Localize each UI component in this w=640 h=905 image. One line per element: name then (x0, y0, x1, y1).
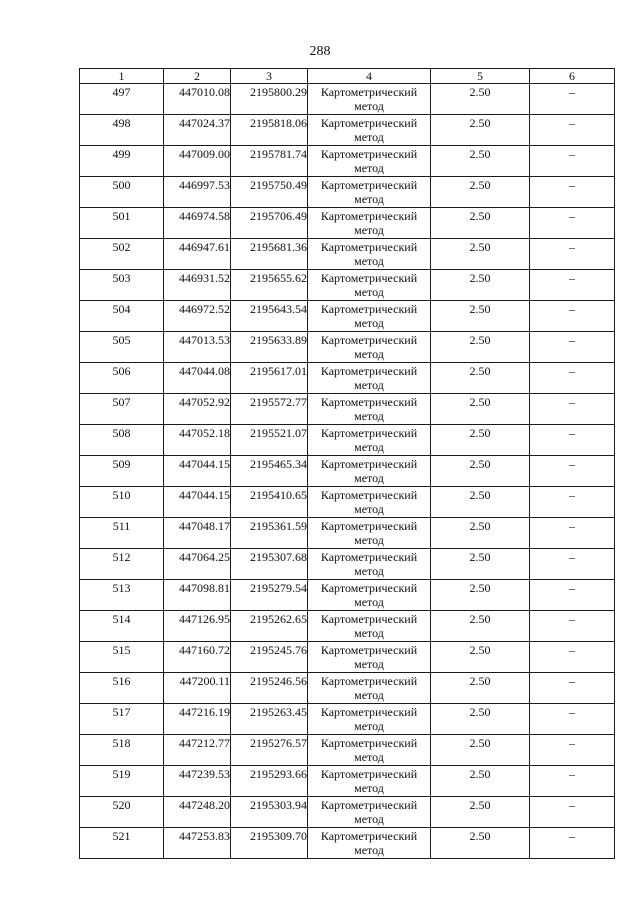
point-number-cell: 510 (80, 487, 164, 518)
point-number-cell: 511 (80, 518, 164, 549)
table-row (80, 797, 615, 828)
table-row (80, 642, 615, 673)
method-cell: Картометрический метод (308, 549, 431, 580)
method-cell: Картометрический метод (308, 270, 431, 301)
column-header-6: 6 (530, 69, 615, 84)
y-coordinate-cell: 2195276.57 (231, 735, 308, 766)
note-cell: – (530, 611, 615, 642)
method-cell: Картометрический метод (308, 580, 431, 611)
y-coordinate-cell: 2195617.01 (231, 363, 308, 394)
point-number-cell: 517 (80, 704, 164, 735)
note-cell: – (530, 828, 615, 859)
page-number: 288 (309, 44, 331, 59)
y-coordinate-cell: 2195781.74 (231, 146, 308, 177)
y-coordinate-cell: 2195633.89 (231, 332, 308, 363)
accuracy-cell: 2.50 (431, 518, 530, 549)
point-number-cell: 498 (80, 115, 164, 146)
point-number-cell: 515 (80, 642, 164, 673)
point-number-cell: 499 (80, 146, 164, 177)
note-cell: – (530, 797, 615, 828)
method-cell: Картометрический метод (308, 735, 431, 766)
method-cell: Картометрический метод (308, 611, 431, 642)
accuracy-cell: 2.50 (431, 456, 530, 487)
x-coordinate-cell: 447212.77 (164, 735, 231, 766)
coordinates-table (79, 68, 615, 859)
table-row (80, 518, 615, 549)
x-coordinate-cell: 447160.72 (164, 642, 231, 673)
table-row (80, 239, 615, 270)
note-cell: – (530, 766, 615, 797)
table-row (80, 394, 615, 425)
table-row (80, 673, 615, 704)
table-row (80, 177, 615, 208)
header-row (80, 69, 615, 84)
note-cell: – (530, 270, 615, 301)
note-cell: – (530, 208, 615, 239)
note-cell: – (530, 735, 615, 766)
note-cell: – (530, 84, 615, 115)
column-header-3: 3 (231, 69, 308, 84)
table-row (80, 115, 615, 146)
method-cell: Картометрический метод (308, 363, 431, 394)
table-row (80, 208, 615, 239)
table-body (80, 84, 615, 859)
note-cell: – (530, 332, 615, 363)
y-coordinate-cell: 2195800.29 (231, 84, 308, 115)
point-number-cell: 516 (80, 673, 164, 704)
x-coordinate-cell: 447009.00 (164, 146, 231, 177)
method-cell: Картометрический метод (308, 797, 431, 828)
point-number-cell: 504 (80, 301, 164, 332)
table-row (80, 735, 615, 766)
note-cell: – (530, 673, 615, 704)
y-coordinate-cell: 2195655.62 (231, 270, 308, 301)
accuracy-cell: 2.50 (431, 642, 530, 673)
method-cell: Картометрический метод (308, 828, 431, 859)
method-cell: Картометрический метод (308, 394, 431, 425)
note-cell: – (530, 239, 615, 270)
note-cell: – (530, 704, 615, 735)
accuracy-cell: 2.50 (431, 797, 530, 828)
point-number-cell: 500 (80, 177, 164, 208)
note-cell: – (530, 115, 615, 146)
y-coordinate-cell: 2195303.94 (231, 797, 308, 828)
table-row (80, 549, 615, 580)
accuracy-cell: 2.50 (431, 270, 530, 301)
note-cell: – (530, 177, 615, 208)
y-coordinate-cell: 2195643.54 (231, 301, 308, 332)
point-number-cell: 512 (80, 549, 164, 580)
note-cell: – (530, 363, 615, 394)
accuracy-cell: 2.50 (431, 704, 530, 735)
y-coordinate-cell: 2195262.65 (231, 611, 308, 642)
table-row (80, 84, 615, 115)
accuracy-cell: 2.50 (431, 332, 530, 363)
note-cell: – (530, 518, 615, 549)
x-coordinate-cell: 447052.18 (164, 425, 231, 456)
table-row (80, 301, 615, 332)
accuracy-cell: 2.50 (431, 363, 530, 394)
table-row (80, 828, 615, 859)
accuracy-cell: 2.50 (431, 84, 530, 115)
point-number-cell: 514 (80, 611, 164, 642)
y-coordinate-cell: 2195246.56 (231, 673, 308, 704)
x-coordinate-cell: 447044.15 (164, 456, 231, 487)
x-coordinate-cell: 447248.20 (164, 797, 231, 828)
note-cell: – (530, 394, 615, 425)
accuracy-cell: 2.50 (431, 425, 530, 456)
x-coordinate-cell: 447024.37 (164, 115, 231, 146)
table-row (80, 487, 615, 518)
column-header-2: 2 (164, 69, 231, 84)
note-cell: – (530, 642, 615, 673)
accuracy-cell: 2.50 (431, 394, 530, 425)
x-coordinate-cell: 447064.25 (164, 549, 231, 580)
x-coordinate-cell: 446931.52 (164, 270, 231, 301)
x-coordinate-cell: 447010.08 (164, 84, 231, 115)
point-number-cell: 518 (80, 735, 164, 766)
method-cell: Картометрический метод (308, 84, 431, 115)
y-coordinate-cell: 2195521.07 (231, 425, 308, 456)
x-coordinate-cell: 446947.61 (164, 239, 231, 270)
y-coordinate-cell: 2195279.54 (231, 580, 308, 611)
y-coordinate-cell: 2195263.45 (231, 704, 308, 735)
note-cell: – (530, 456, 615, 487)
method-cell: Картометрический метод (308, 177, 431, 208)
x-coordinate-cell: 447098.81 (164, 580, 231, 611)
method-cell: Картометрический метод (308, 208, 431, 239)
table-header (80, 69, 615, 84)
note-cell: – (530, 301, 615, 332)
method-cell: Картометрический метод (308, 115, 431, 146)
method-cell: Картометрический метод (308, 673, 431, 704)
point-number-cell: 521 (80, 828, 164, 859)
y-coordinate-cell: 2195293.66 (231, 766, 308, 797)
accuracy-cell: 2.50 (431, 208, 530, 239)
accuracy-cell: 2.50 (431, 766, 530, 797)
x-coordinate-cell: 446974.58 (164, 208, 231, 239)
column-header-1: 1 (80, 69, 164, 84)
point-number-cell: 508 (80, 425, 164, 456)
table-row (80, 363, 615, 394)
y-coordinate-cell: 2195706.49 (231, 208, 308, 239)
table-row (80, 425, 615, 456)
accuracy-cell: 2.50 (431, 177, 530, 208)
point-number-cell: 497 (80, 84, 164, 115)
x-coordinate-cell: 447013.53 (164, 332, 231, 363)
note-cell: – (530, 549, 615, 580)
point-number-cell: 520 (80, 797, 164, 828)
note-cell: – (530, 146, 615, 177)
method-cell: Картометрический метод (308, 518, 431, 549)
table-row (80, 456, 615, 487)
y-coordinate-cell: 2195361.59 (231, 518, 308, 549)
note-cell: – (530, 425, 615, 456)
method-cell: Картометрический метод (308, 146, 431, 177)
method-cell: Картометрический метод (308, 456, 431, 487)
point-number-cell: 501 (80, 208, 164, 239)
accuracy-cell: 2.50 (431, 146, 530, 177)
x-coordinate-cell: 447253.83 (164, 828, 231, 859)
table-row (80, 270, 615, 301)
x-coordinate-cell: 446997.53 (164, 177, 231, 208)
x-coordinate-cell: 447048.17 (164, 518, 231, 549)
y-coordinate-cell: 2195681.36 (231, 239, 308, 270)
point-number-cell: 513 (80, 580, 164, 611)
point-number-cell: 502 (80, 239, 164, 270)
point-number-cell: 519 (80, 766, 164, 797)
table-row (80, 611, 615, 642)
method-cell: Картометрический метод (308, 766, 431, 797)
x-coordinate-cell: 447126.95 (164, 611, 231, 642)
column-header-4: 4 (308, 69, 431, 84)
method-cell: Картометрический метод (308, 301, 431, 332)
method-cell: Картометрический метод (308, 239, 431, 270)
note-cell: – (530, 487, 615, 518)
point-number-cell: 507 (80, 394, 164, 425)
point-number-cell: 509 (80, 456, 164, 487)
method-cell: Картометрический метод (308, 704, 431, 735)
accuracy-cell: 2.50 (431, 611, 530, 642)
y-coordinate-cell: 2195309.70 (231, 828, 308, 859)
y-coordinate-cell: 2195572.77 (231, 394, 308, 425)
method-cell: Картометрический метод (308, 487, 431, 518)
x-coordinate-cell: 447239.53 (164, 766, 231, 797)
y-coordinate-cell: 2195307.68 (231, 549, 308, 580)
accuracy-cell: 2.50 (431, 239, 530, 270)
accuracy-cell: 2.50 (431, 673, 530, 704)
accuracy-cell: 2.50 (431, 115, 530, 146)
table-row (80, 332, 615, 363)
accuracy-cell: 2.50 (431, 580, 530, 611)
x-coordinate-cell: 447044.08 (164, 363, 231, 394)
point-number-cell: 506 (80, 363, 164, 394)
x-coordinate-cell: 447200.11 (164, 673, 231, 704)
y-coordinate-cell: 2195465.34 (231, 456, 308, 487)
column-header-5: 5 (431, 69, 530, 84)
y-coordinate-cell: 2195410.65 (231, 487, 308, 518)
method-cell: Картометрический метод (308, 425, 431, 456)
y-coordinate-cell: 2195818.06 (231, 115, 308, 146)
point-number-cell: 503 (80, 270, 164, 301)
accuracy-cell: 2.50 (431, 735, 530, 766)
x-coordinate-cell: 447052.92 (164, 394, 231, 425)
table-row (80, 146, 615, 177)
accuracy-cell: 2.50 (431, 301, 530, 332)
accuracy-cell: 2.50 (431, 487, 530, 518)
y-coordinate-cell: 2195245.76 (231, 642, 308, 673)
method-cell: Картометрический метод (308, 642, 431, 673)
accuracy-cell: 2.50 (431, 549, 530, 580)
table-row (80, 766, 615, 797)
note-cell: – (530, 580, 615, 611)
table-row (80, 704, 615, 735)
x-coordinate-cell: 447216.19 (164, 704, 231, 735)
x-coordinate-cell: 446972.52 (164, 301, 231, 332)
method-cell: Картометрический метод (308, 332, 431, 363)
x-coordinate-cell: 447044.15 (164, 487, 231, 518)
table-row (80, 580, 615, 611)
y-coordinate-cell: 2195750.49 (231, 177, 308, 208)
accuracy-cell: 2.50 (431, 828, 530, 859)
point-number-cell: 505 (80, 332, 164, 363)
